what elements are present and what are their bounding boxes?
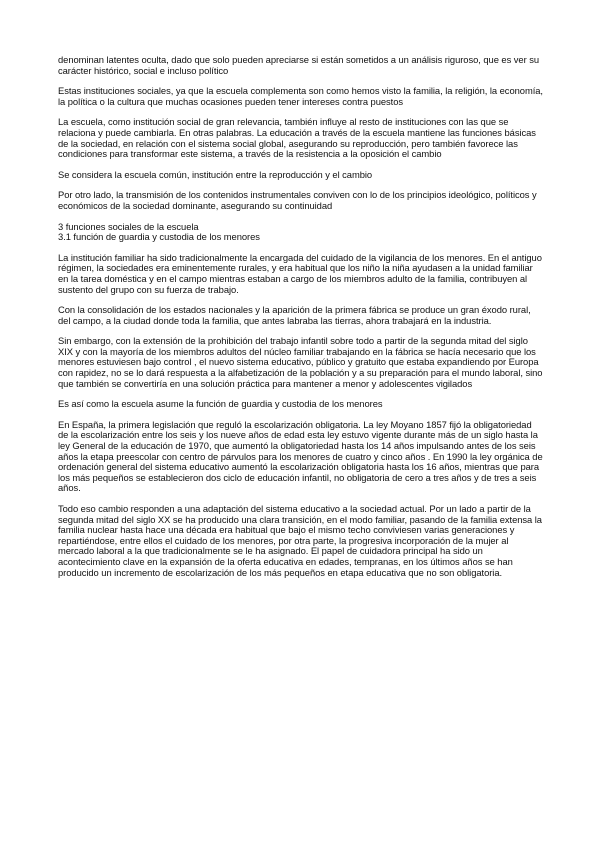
paragraph: Por otro lado, la transmisión de los contenidos instrumentales conviven con lo de los principios ideológico, políticos y económicos de la sociedad dominante, asegurando su continuidad xyxy=(58,189,537,211)
document-body xyxy=(58,55,544,588)
paragraph: En España, la primera legislación que reguló la escolarización obligatoria. La ley Moyano 1857 fijó la obligatoriedad de la escolarización entre los seis y los nueve años de edad esta ley estuvo vigente durante más de un siglo hasta la ley General de la educación de 1970, que aumentó la obligatoriedad hasta los 14 años impulsando antes de los seis años la etapa preescolar con centro de párvulos para los menores de cuatro y cinco años . En 1990 la ley orgánica de ordenación general del sistema educativo aumentó la escolarización obligatoria hasta los 16 años, mientras que para los más pequeños se establecieron dos ciclo de educación infantil, no obligatoria de cero a tres años y de tres a seis años. xyxy=(58,418,543,494)
paragraph: Sin embargo, con la extensión de la prohibición del trabajo infantil sobre todo a partir de la segunda mitad del siglo XIX y con la mayoría de los miembros adultos del núcleo familiar trabajando en la fábrica se hacía necesario que los menores estuviesen bajo control , el nuevo sistema educativo, público y gratuito que estaba expandiendo por Europa con rapidez, no se lo dará respuesta a la alfabetización de la población y a su preparación para el mundo laboral, sino que también se convertiría en una solución práctica para mantener a menor y adolescentes vigilados xyxy=(58,335,543,389)
section-heading-block xyxy=(58,222,544,243)
paragraph: Es así como la escuela asume la función de guardia y custodia de los menores xyxy=(58,398,383,410)
section-heading: 3 funciones sociales de la escuela xyxy=(58,220,199,232)
paragraph: Todo eso cambio responden a una adaptación del sistema educativo a la sociedad actual. Por un lado a partir de la segunda mitad del siglo XX se ha producido una clara transición, en el modo familiar, pasando de la familia extensa la familia nuclear hasta hace una década era habitual que bajo el mismo techo conviviesen varias generaciones y repartiéndose, entre ellos el cuidado de los menores, por otra parte, la progresiva incorporación de la mujer al mercado laboral a la que tradicionalmente se le ha asignado. El papel de cuidadora principal ha sido un acontecimiento clave en la expansión de la oferta educativa en edades, tempranas, en los últimos años se han producido un incremento de escolarización de los más pequeños en etapa educativa que no son obligatoria. xyxy=(58,503,542,578)
paragraph: La escuela, como institución social de gran relevancia, también influye al resto de instituciones con las que se relaciona y puede cambiarla. En otras palabras. La educación a través de la escuela mantiene las funciones básicas de la sociedad, en relación con el sistema social global, asegurando su reproducción, pero también favorece las condiciones para transformar este sistema, a través de la resistencia a la oposición el cambio xyxy=(58,116,536,160)
paragraph: La institución familiar ha sido tradicionalmente la encargada del cuidado de la vigilancia de los menores. En el antiguo régimen, la sociedades era eminentemente rurales, y era habitual que los niño la niña ayudasen a la unidad familiar en la tarea doméstica y en el campo mientras estaban a cargo de los miembros adulto de la familia, contribuyen al sustento del grupo con su fuerza de trabajo. xyxy=(58,251,542,295)
paragraph: denominan latentes oculta, dado que solo pueden apreciarse si están sometidos a un análisis riguroso, que es ver su carácter histórico, social e incluso político xyxy=(58,54,540,76)
paragraph: Estas instituciones sociales, ya que la escuela complementa son como hemos visto la familia, la religión, la economía, la política o la cultura que muchas ocasiones pueden tener intereses contra puestos xyxy=(58,85,543,107)
paragraph: Con la consolidación de los estados nacionales y la aparición de la primera fábrica se produce un gran éxodo rural, del campo, a la ciudad donde toda la familia, que antes labraba las tierras, ahora trabajará en la industria. xyxy=(58,304,531,326)
paragraph: Se considera la escuela común, institución entre la reproducción y el cambio xyxy=(58,168,373,180)
subsection-heading: 3.1 función de guardia y custodia de los menores xyxy=(58,231,260,243)
